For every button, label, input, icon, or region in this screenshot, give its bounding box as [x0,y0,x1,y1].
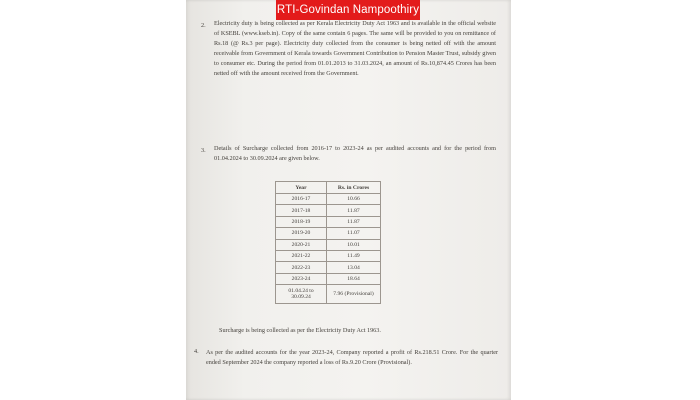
column-header-year: Year [276,182,327,194]
year-cell: 2023-24 [276,273,327,284]
surcharge-table [275,181,381,304]
table-row [276,194,381,205]
year-cell: 2016-17 [276,194,327,205]
amount-cell: 10.01 [327,239,381,250]
document-page [186,0,511,400]
paragraph-surcharge-details: Details of Surcharge collected from 2016-17 to 2023-24 as per audited accounts and for the period from 01.04.2024 to 30.09.2024 are given below. [214,145,496,162]
amount-cell: 7.96 (Provisional) [327,285,381,304]
item-number: 3. [201,147,206,154]
table-row [276,205,381,216]
table-row [276,228,381,239]
item-number: 2. [201,22,206,29]
paragraph-profit: As per the audited accounts for the year 2023-24, Company reported a profit of Rs.218.51 Crore. For the quarter ended September 2024 the company reported a loss of Rs.9.20 Crore (Provisional). [206,349,498,366]
table-row [276,239,381,250]
table-row [276,285,381,304]
table-row [276,216,381,227]
amount-cell: 18.64 [327,273,381,284]
watermark-banner: RTI-Govindan Nampoothiry [276,0,420,20]
surcharge-note: Surcharge is being collected as per the Electricity Duty Act 1963. [219,327,381,334]
table-row [276,250,381,261]
table-row [276,273,381,284]
item-number: 4. [194,348,199,355]
paragraph-electricity-duty: Electricity duty is being collected as per Kerala Electricity Duty Act 1963 and is available in the official website of KSEBL (www.kseb.in). Copy of the same contain 6 pages. The same will be provided to you on remittance of Rs.18 (@ Rs.3 per page). Electricity duty collected from the consumer is being netted off with the amount receivable from Government of Kerala towards Government Contribution to Pension Master Trust, subsidy given to consumer etc. During the period from 01.01.2013 to 31.03.2024, an amount of Rs.10,874.45 Crores has been netted off with the amount received from the Government. [214,20,496,77]
amount-cell: 11.87 [327,205,381,216]
year-cell: 01.04.24 to 30.09.24 [276,285,327,304]
year-cell: 2021-22 [276,250,327,261]
year-cell: 2020-21 [276,239,327,250]
column-header-amount: Rs. in Crores [327,182,381,194]
amount-cell: 11.87 [327,216,381,227]
amount-cell: 10.66 [327,194,381,205]
table-row [276,262,381,273]
amount-cell: 11.49 [327,250,381,261]
year-cell: 2017-18 [276,205,327,216]
amount-cell: 13.04 [327,262,381,273]
table-header-row [276,182,381,194]
year-cell: 2022-23 [276,262,327,273]
year-cell: 2018-19 [276,216,327,227]
amount-cell: 11.07 [327,228,381,239]
year-cell: 2019-20 [276,228,327,239]
